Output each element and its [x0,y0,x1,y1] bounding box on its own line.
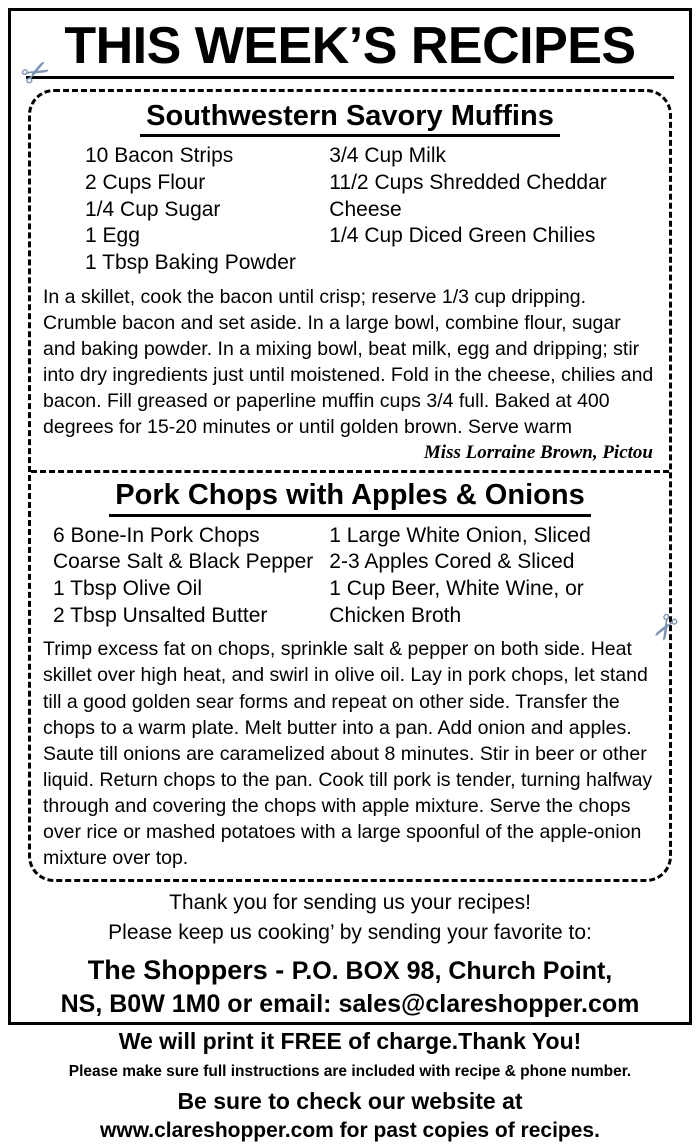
address-text: P.O. BOX 98, Church Point, [291,957,613,986]
list-item: 6 Bone-In Pork Chops [53,523,260,547]
ingredients-right [319,523,657,630]
ingredients-left [43,523,319,630]
list-item: 1 Large White Onion, Sliced [329,523,591,547]
footer-website-url: www.clareshopper.com for past copies of recipes. [100,1118,600,1142]
page-title: THIS WEEK’S RECIPES [64,17,636,75]
ingredients-right [319,143,657,276]
recipe-section-pork-chops [43,477,657,871]
list-item: 1 Tbsp Baking Powder [85,250,296,274]
recipe-method: In a skillet, cook the bacon until crisp; reserve 1/3 cup dripping. Crumble bacon and set aside. In a large bowl, combine flour, sugar and baking powder. In a mixing bowl, beat milk, egg and dripping; stir into dry ingredients just until moistened. Fold in the cheese, chilies and bacon. Fill greased or paperline muffin cups 3/4 full. Baked at 400 degrees for 15-20 minutes or until golden brown. Serve warm [43,285,654,439]
ingredient-columns [43,143,657,276]
list-item: 2 Tbsp Unsalted Butter [53,603,268,627]
list-item: 2-3 Apples Cored & Sliced [329,550,575,574]
footer [32,890,668,1143]
list-item: 11/2 Cups Shredded Cheddar Cheese [329,171,607,221]
footer-address-line-2: NS, B0W 1M0 or email: sales@clareshopper.com [60,990,640,1019]
recipe-divider [31,470,669,473]
list-item: Coarse Salt & Black Pepper [53,550,314,574]
footer-website-prompt: Be sure to check our website at [177,1087,523,1114]
recipe-section-muffins [43,98,657,464]
ingredient-columns [43,523,657,630]
footer-keep-cooking: Please keep us cooking’ by sending your favorite to: [108,920,592,944]
list-item: 1/4 Cup Diced Green Chilies [329,224,596,248]
brand-name: The Shoppers - [87,955,292,986]
list-item: 1 Cup Beer, White Wine, or Chicken Broth [329,577,584,627]
recipe-credit: Miss Lorraine Brown, Pictou [423,442,653,464]
list-item: 1/4 Cup Sugar [85,197,221,221]
recipe-title-text: Southwestern Savory Muffins [140,100,560,137]
list-item: 1 Egg [85,224,140,248]
recipe-method: Trimp excess fat on chops, sprinkle salt & pepper on both side. Heat skillet over high heat, and swirl in olive oil. Lay in pork chops, let stand till a good golden sear forms and repeat on other side. Transfer the chops to a warm plate. Melt butter into a pan. Add onion and apples. Saute till onions are caramelized about 8 minutes. Stir in beer or other liquid. Return chops to the pan. Cook till pork is tender, turning halfway through and covering the chops with apple mixture. Serve the chops over rice or mashed potatoes with a large spoonful of the apple-onion mixture over top. [43,638,653,870]
scissors-icon: ✂ [640,605,688,649]
recipe-title-text: Pork Chops with Apples & Onions [109,479,590,516]
title-underline [26,76,674,79]
recipe-title [43,100,657,137]
footer-instructions-note: Please make sure full instructions are included with recipe & phone number. [68,1062,632,1080]
footer-address-line-1 [32,953,668,988]
footer-free-notice: We will print it FREE of charge.Thank You! [118,1027,582,1054]
footer-thanks: Thank you for sending us your recipes! [169,891,531,915]
list-item: 1 Tbsp Olive Oil [53,577,202,601]
list-item: 2 Cups Flour [85,171,206,194]
recipe-title [43,479,657,516]
list-item: 3/4 Cup Milk [329,144,447,168]
list-item: 10 Bacon Strips [85,144,234,168]
recipes-card [28,89,672,882]
ingredients-left [43,143,319,276]
scissors-icon: ✂ [14,49,58,97]
